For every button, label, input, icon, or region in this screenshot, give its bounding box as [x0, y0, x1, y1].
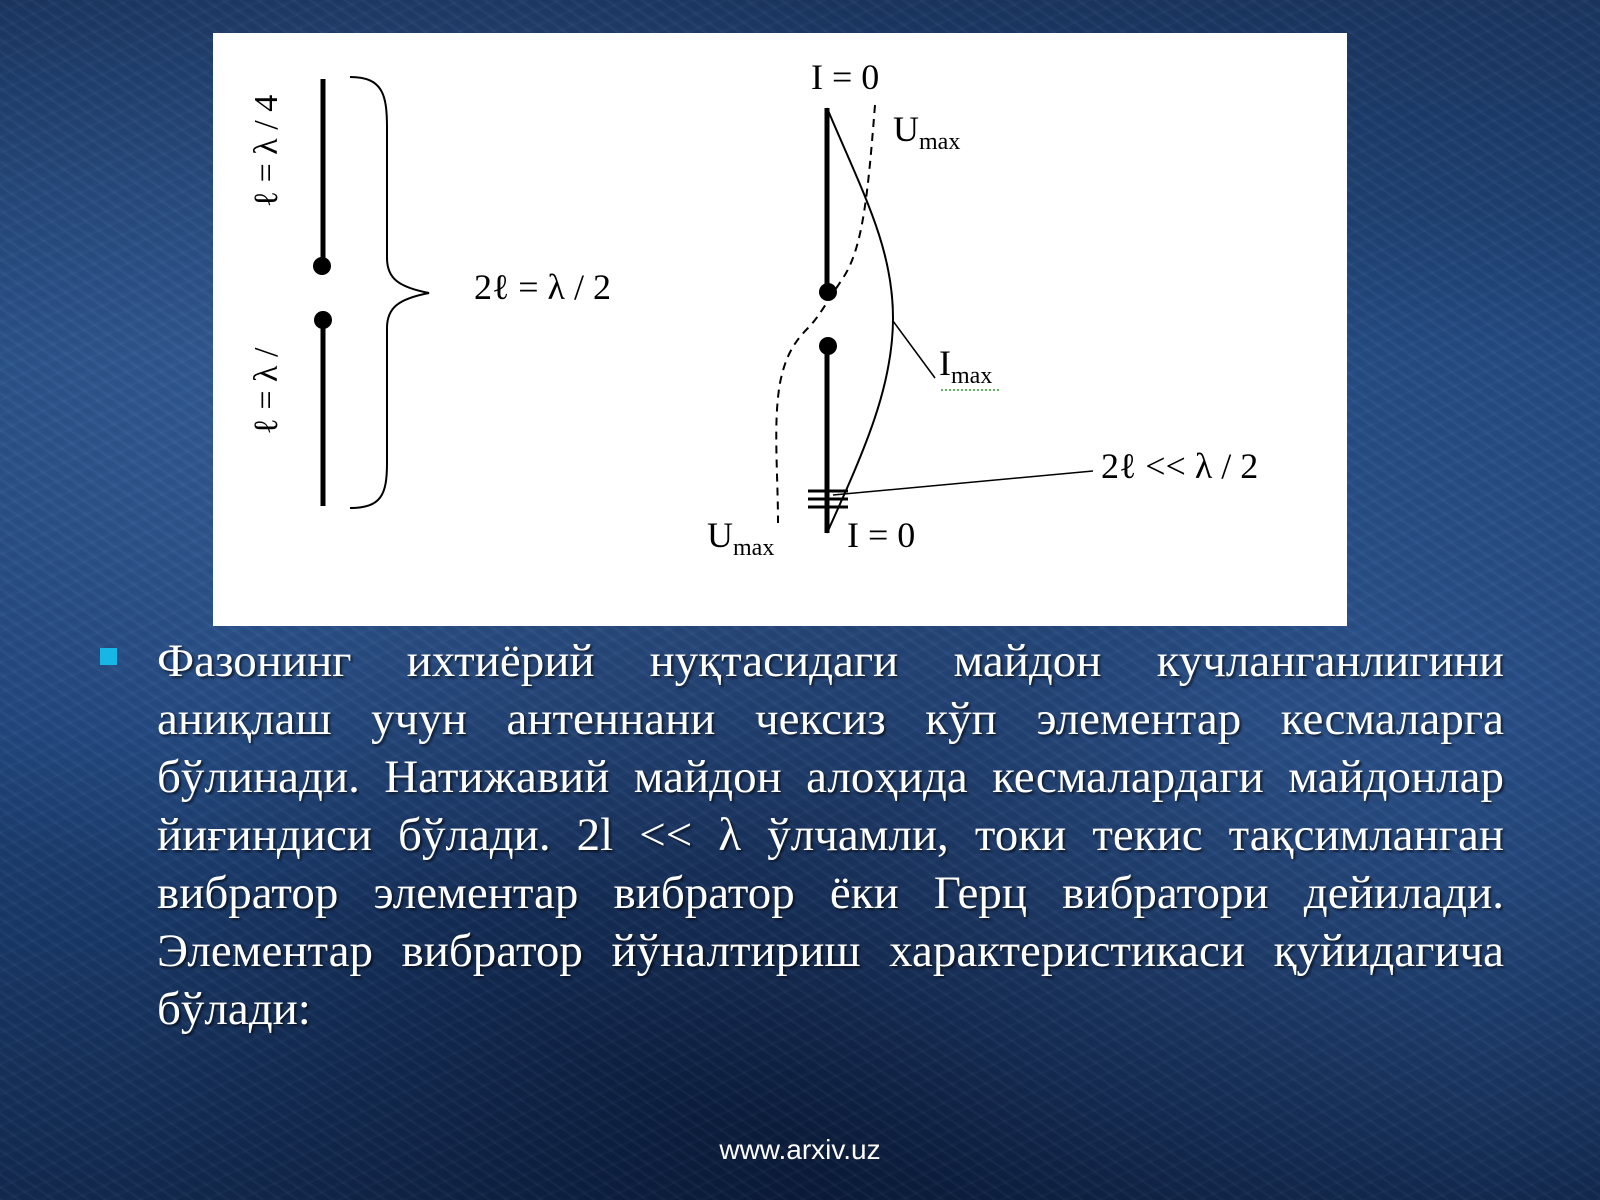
antenna-diagram-panel — [213, 33, 1347, 626]
bottom-umax-label: $U_{max}$ — [707, 515, 775, 561]
bottom-zero-current-label: I = 0 — [847, 515, 916, 555]
quarter-wave-label-bottom: ℓ = λ / — [248, 347, 285, 435]
half-wave-dipole — [248, 77, 611, 508]
short-dipole-leader — [833, 471, 1093, 495]
brace — [350, 77, 429, 508]
imax-leader — [893, 321, 935, 378]
bullet-square-icon — [100, 648, 117, 665]
quarter-wave-label-top: ℓ = λ / 4 — [248, 94, 285, 208]
footer-site-url: www.arxiv.uz — [719, 1134, 881, 1165]
half-wave-length-label: 2ℓ = λ / 2 — [474, 267, 612, 307]
feed-terminal-lower — [314, 311, 332, 329]
antenna-diagram — [213, 33, 1347, 626]
top-umax-label: $U_{max}$ — [893, 109, 961, 155]
imax-label: $I_{max}$ — [939, 343, 993, 389]
top-zero-current-label: I = 0 — [811, 57, 880, 97]
short-dipole-length-label: 2ℓ << λ / 2 — [1101, 446, 1259, 486]
feed-terminal-upper — [313, 257, 331, 275]
current-distribution-curve — [827, 108, 893, 533]
short-feed-terminal-lower — [819, 337, 837, 355]
bullet-paragraph: Фазонинг ихтиёрий нуқтасидаги майдон кучланганлигини аниқлаш учун антеннани чексиз кўп элементар кесмаларга бўлинади. Натижавий майдон алоҳида кесмалардаги майдонлар йиғиндиси бўлади. 2l << λ ўлчамли, токи текис тақсимланган вибратор элементар вибратор ёки Герц вибратори дейилади. Элементар вибратор йўналтириш характеристикаси қуйидагича бўлади: — [157, 635, 1504, 1035]
short-dipole — [707, 57, 1258, 561]
short-feed-terminal-upper — [819, 283, 837, 301]
